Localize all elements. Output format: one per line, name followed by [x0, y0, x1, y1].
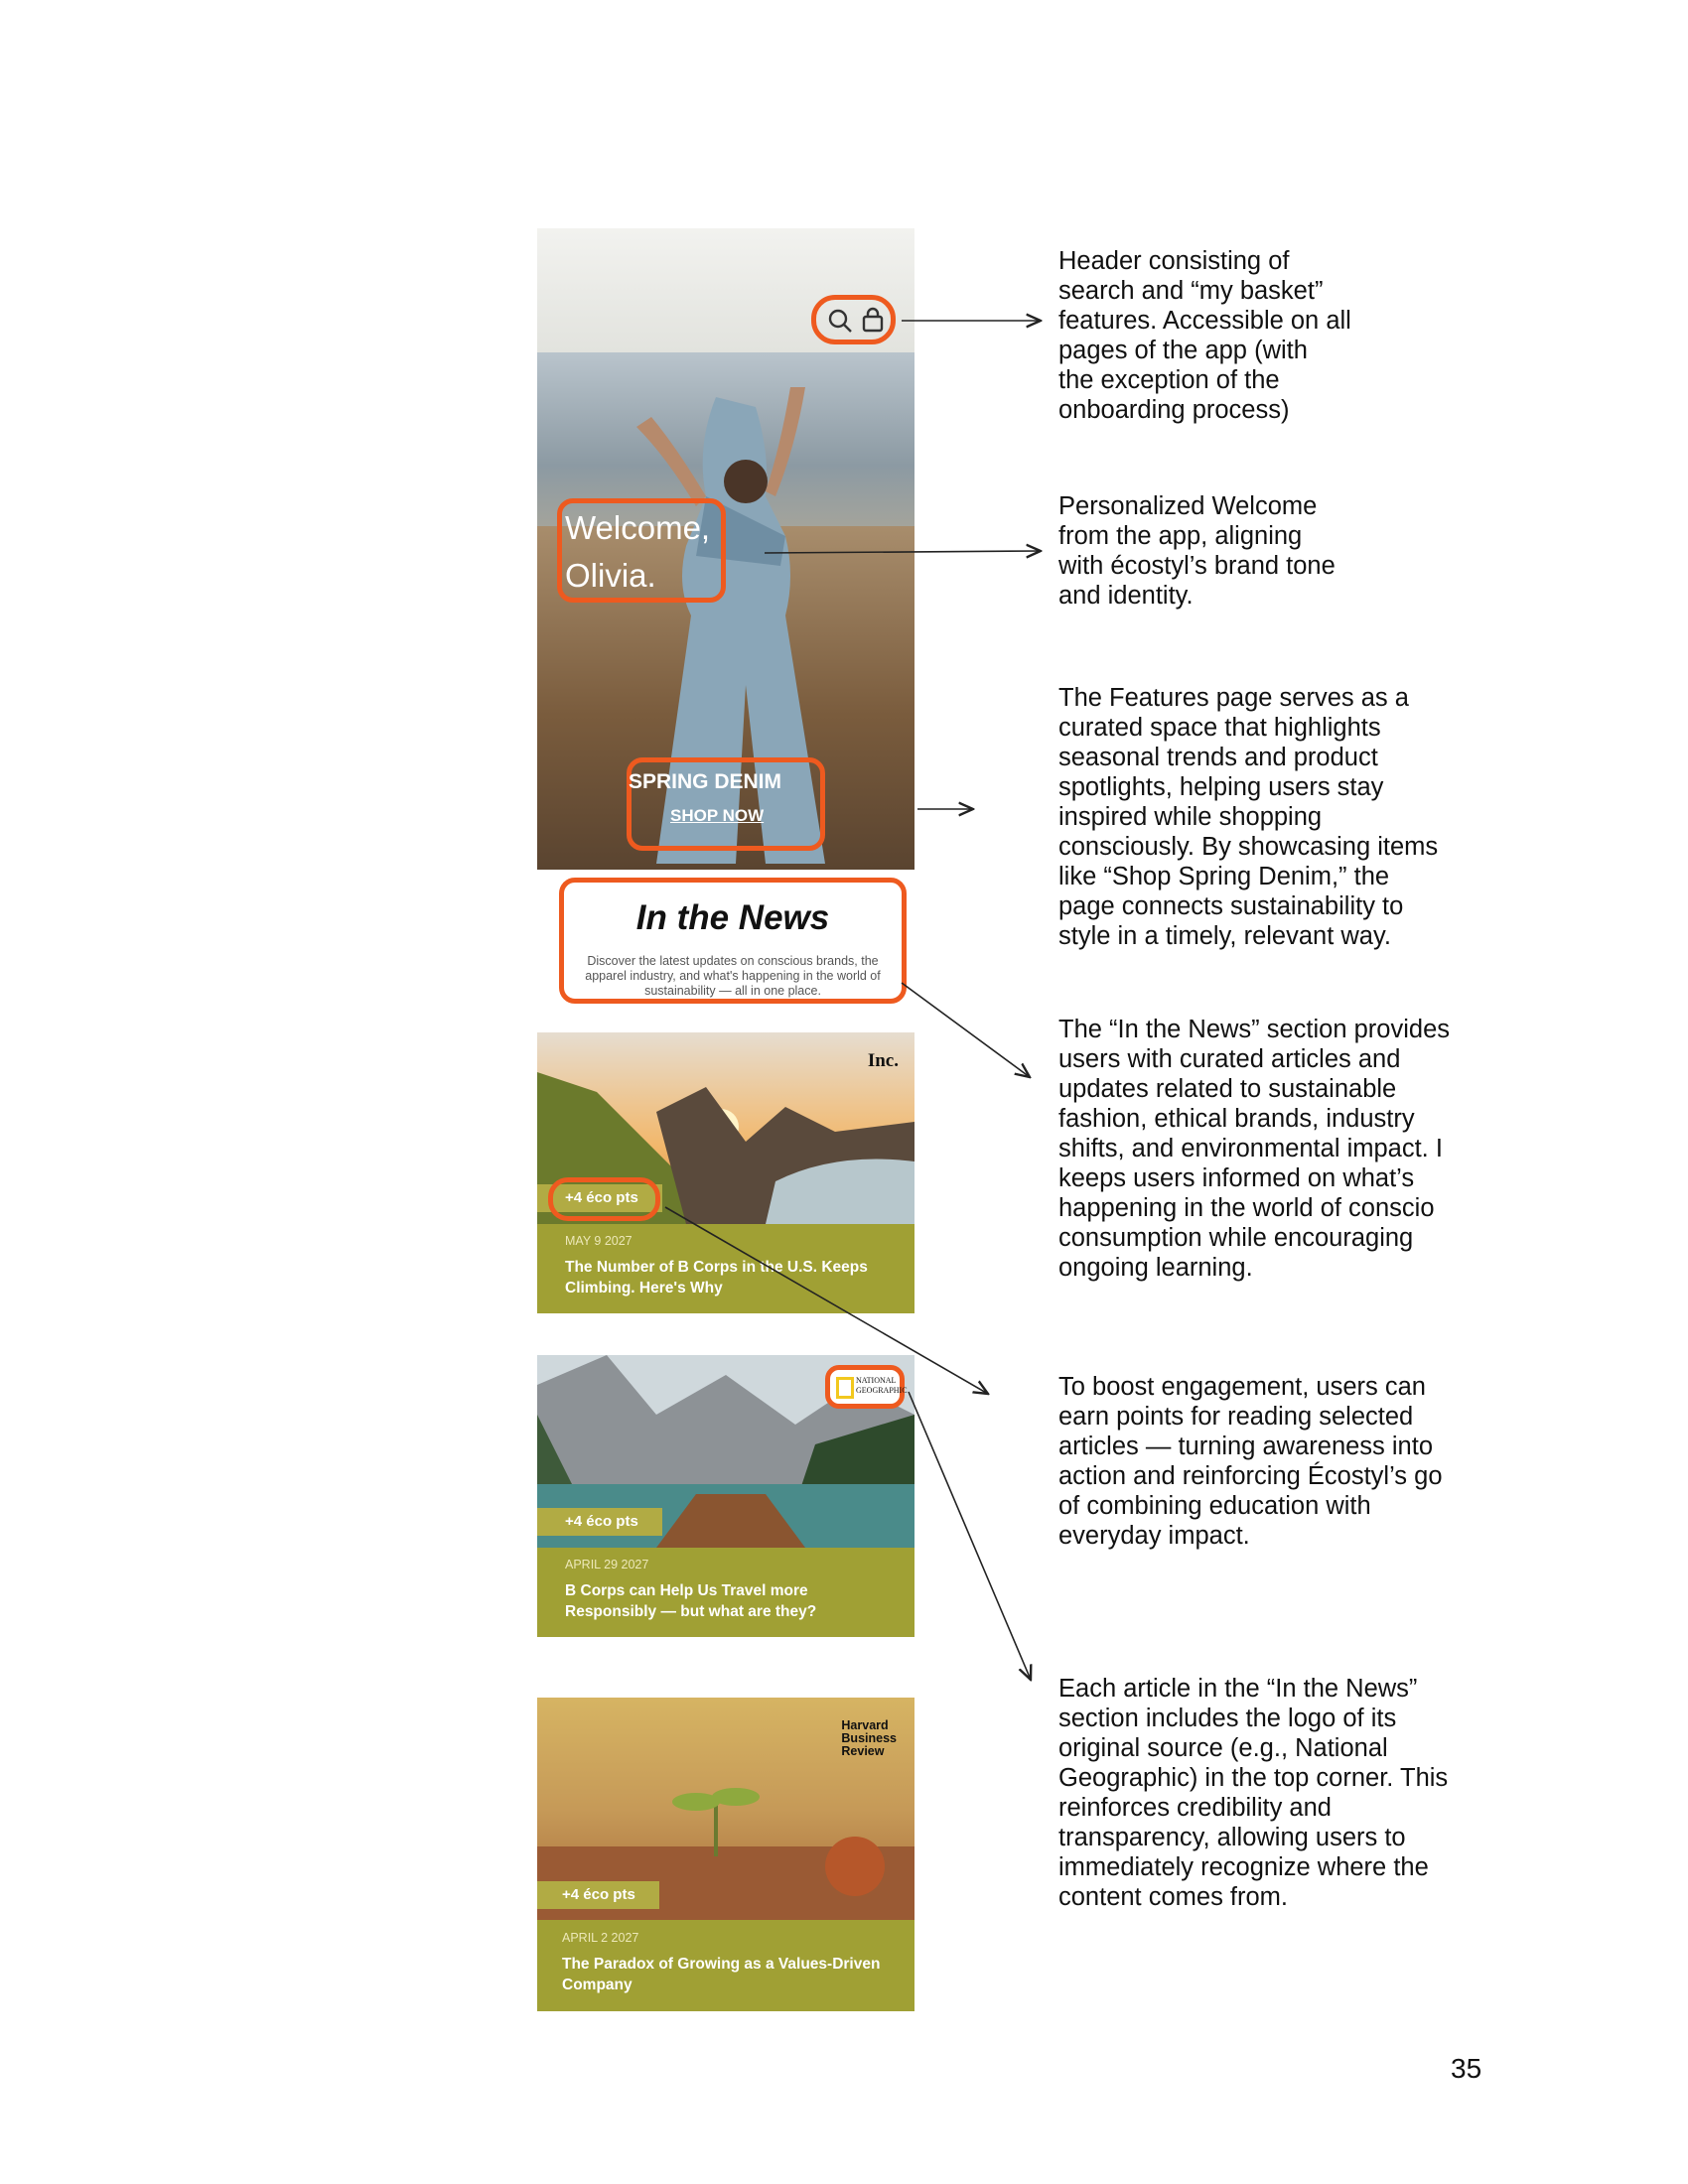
annotation-features: The Features page serves as a curated space that highlights seasonal trends and product spotlights, helping users stay inspired while shopping consciously. By showcasing items like “Shop Spring Denim,” the page connects sustainability to style in a timely, relevant way. — [1058, 684, 1439, 950]
eco-points-badge: +4 éco pts — [537, 1881, 659, 1909]
shop-now-link[interactable]: SHOP NOW — [670, 806, 765, 825]
hbr-logo-line-1: Harvard — [841, 1718, 889, 1732]
article-date: MAY 9 2027 — [565, 1234, 633, 1248]
page-number: 35 — [1451, 2053, 1482, 2084]
annotation-news: The “In the News” section provides users with curated articles and updates related to sustainable fashion, ethical brands, industry shifts, and environmental impact. I keeps users informed on what’s happening in the world of conscio consumption while encouraging ongoing learning. — [1058, 1016, 1451, 1282]
annotation-header: Header consisting of search and “my basket” features. Accessible on all pages of the app (with the exception of the onboarding process) — [1058, 247, 1351, 424]
news-title: In the News — [635, 898, 830, 937]
welcome-line-1: Welcome, — [565, 509, 711, 546]
article-headline: The Number of B Corps in the U.S. Keeps Climbing. Here's Why — [565, 1259, 868, 1297]
article-headline: The Paradox of Growing as a Values-Driven Company — [562, 1956, 881, 1993]
article-headline: B Corps can Help Us Travel more Responsibly — but what are they? — [565, 1582, 817, 1620]
article-date: APRIL 29 2027 — [565, 1558, 649, 1571]
hbr-logo-line-2: Business — [841, 1731, 897, 1745]
hbr-logo-line-3: Review — [841, 1744, 885, 1758]
natgeo-logo-line-2: GEOGRAPHIC — [856, 1386, 908, 1395]
article-date: APRIL 2 2027 — [562, 1931, 639, 1945]
news-description: Discover the latest updates on conscious brands, the apparel industry, and what's happening in the world of sustainability — all in one place. — [585, 954, 881, 998]
annotation-welcome: Personalized Welcome from the app, aligning with écostyl’s brand tone and identity. — [1058, 492, 1336, 610]
inc-logo: Inc. — [867, 1050, 899, 1071]
annotation-points: To boost engagement, users can earn points for reading selected articles — turning awareness into action and reinforcing Écostyl’s go of combining education with everyday impact. — [1058, 1373, 1443, 1550]
eco-points-badge: +4 éco pts — [537, 1508, 662, 1536]
annotation-logos: Each article in the “In the News” section includes the logo of its original source (e.g., National Geographic) in the top corner. This reinforces credibility and transparency, allowing users to immediately recognize where the content comes from. — [1058, 1675, 1449, 1911]
eco-points-badge: +4 éco pts — [537, 1184, 662, 1212]
natgeo-logo-line-1: NATIONAL — [856, 1376, 897, 1385]
promo-title: SPRING DENIM — [629, 770, 782, 793]
welcome-line-2: Olivia. — [565, 557, 656, 594]
